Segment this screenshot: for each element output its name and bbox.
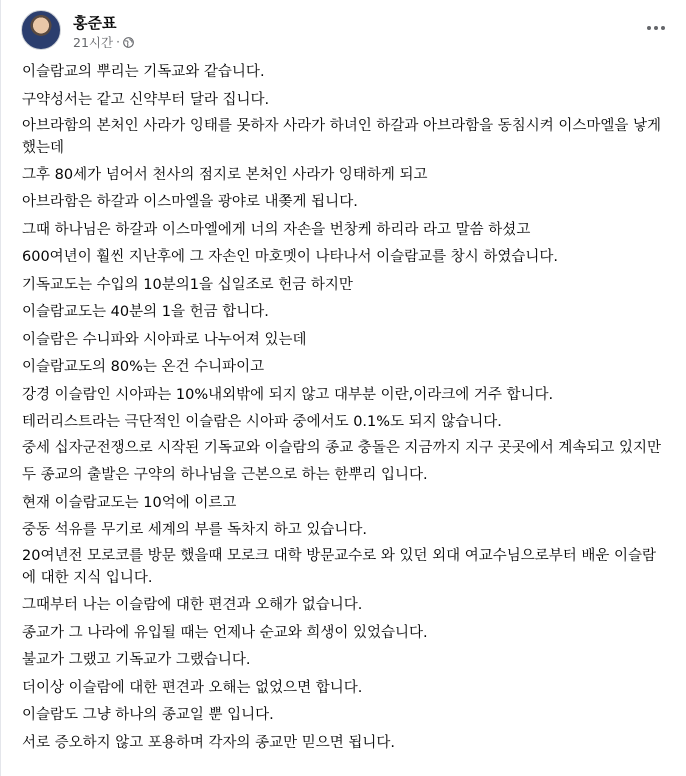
post-paragraph: 종교가 그 나라에 유입될 때는 언제나 순교와 희생이 있었습니다. [22,624,428,641]
post-text [22,59,668,757]
post-paragraph: 기독교도는 수입의 10분의1을 십일조로 헌금 하지만 [22,276,353,293]
post-paragraph: 불교가 그랬고 기독교가 그랬습니다. [22,652,251,668]
author-name[interactable]: 홍준표 [73,14,117,32]
post-paragraph: 더이상 이슬람에 대한 편견과 오해는 없었으면 합니다. [22,679,363,696]
post-meta [73,33,134,51]
meta-separator: · [116,35,120,49]
post-paragraph: 아브라함의 본처인 사라가 잉태를 못하자 사라가 하녀인 하갈과 아브라함을 동침시켜 이스마엘을 낳게 했는데 [22,117,661,156]
post-paragraph: 테러리스트라는 극단적인 이슬람은 시아파 중에서도 0.1%도 되지 않습니다. [22,414,502,430]
post-paragraph: 이슬람은 수니파와 시아파로 나누어져 있는데 [22,331,307,348]
post-paragraph: 아브라함은 하갈과 이스마엘을 광야로 내쫒게 됩니다. [22,194,358,210]
more-options-icon [647,26,651,30]
author-avatar[interactable] [21,10,61,50]
post-paragraph: 600여년이 훨씬 지난후에 그 자손인 마호멧이 나타나서 이슬람교를 창시 하였습니다. [22,249,558,265]
post-paragraph: 두 종교의 출발은 구약의 하나님을 근본으로 하는 한뿌리 입니다. [22,467,428,483]
more-options-button[interactable] [640,16,672,40]
post-paragraph: 이슬람도 그냥 하나의 종교일 뿐 입니다. [22,707,274,723]
post-paragraph: 이슬람교의 뿌리는 기독교와 같습니다. [22,64,265,80]
post-paragraph: 이슬람교도는 40분의 1을 헌금 합니다. [22,304,269,320]
post-paragraph: 현재 이슬람교도는 10억에 이르고 [22,494,237,511]
post-paragraph: 20여년전 모로코를 방문 했을때 모로크 대학 방문교수로 와 있던 외대 여교수님으로부터 배운 이슬람에 대한 지식 입니다. [22,548,657,586]
post-paragraph: 그때 하나님은 하갈과 이스마엘에게 너의 자손을 번창케 하리라 라고 말씀 하셨고 [22,221,531,238]
post-paragraph: 서로 증오하지 않고 포용하며 각자의 종교만 믿으면 됩니다. [22,734,396,751]
post-paragraph: 구약성서는 같고 신약부터 달라 집니다. [22,91,270,108]
globe-icon [123,37,134,48]
post-paragraph: 강경 이슬람인 시아파는 10%내외밖에 되지 않고 대부분 이란,이라크에 거주 합니다. [22,386,554,403]
post-timestamp[interactable]: 21시간 [73,35,114,50]
post-paragraph: 중동 석유를 무기로 세계의 부를 독차지 하고 있습니다. [22,522,368,538]
post-paragraph: 중세 십자군전쟁으로 시작된 기독교와 이슬람의 종교 충돌은 지금까지 지구 곳곳에서 계속되고 있지만 [22,440,661,456]
post-paragraph: 이슬람교도의 80%는 온건 수니파이고 [22,359,265,375]
post-paragraph: 그때부터 나는 이슬람에 대한 편견과 오해가 없습니다. [22,597,363,613]
post-header [19,10,672,54]
post-paragraph: 그후 80세가 넘어서 천사의 점지로 본처인 사라가 잉태하게 되고 [22,166,428,183]
